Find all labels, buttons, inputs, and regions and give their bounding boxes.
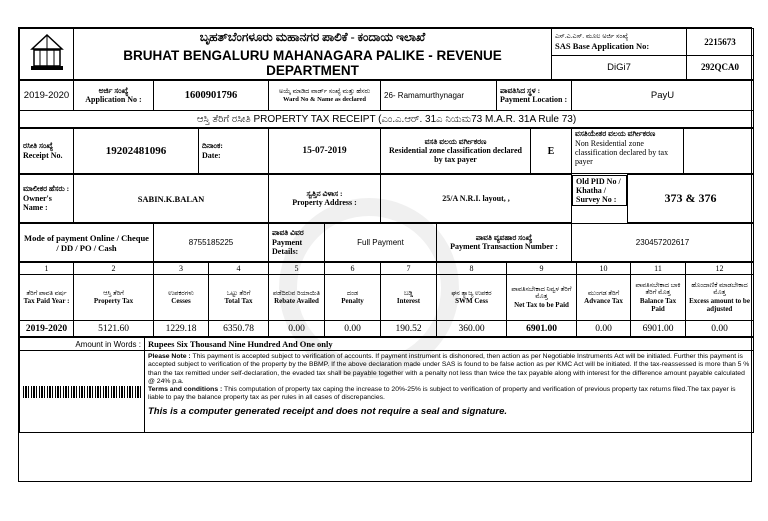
txn-value: 230457202617 [572, 224, 754, 262]
txn-label-cell [437, 224, 572, 262]
col-num: 12 [686, 263, 754, 275]
cell-interest: 190.52 [381, 321, 437, 337]
cell-swm-cess: 360.00 [437, 321, 507, 337]
col-num: 3 [154, 263, 209, 275]
year-value: 2019-2020 [20, 81, 74, 111]
col-head-property-tax [74, 275, 154, 321]
amount-words-label: Amount in Words : [20, 338, 145, 351]
col-head-kannada: ಪಡೆದಿರುವ ರಿಯಾಯಿತಿ [272, 289, 321, 297]
bbmp-logo [20, 29, 74, 80]
app-value: 1600901796 [154, 81, 269, 111]
sas-label: SAS Base Application No: [555, 40, 650, 51]
barcode-cell [20, 351, 145, 433]
pid-value: 373 & 376 [628, 175, 754, 223]
cell-excess-amount: 0.00 [686, 321, 754, 337]
col-head-english: Balance Tax Paid [639, 296, 677, 313]
col-num: 11 [631, 263, 686, 275]
payloc-label: Payment Location : [500, 95, 568, 105]
col-head-kannada: ಪಾವತಿಸಬೇಕಾದ ನಿವ್ವಳ ತೆರಿಗೆ ಮೊತ್ತ [511, 286, 572, 301]
txn-label: Payment Transaction Number : [450, 242, 558, 252]
col-head-tax-paid-year [20, 275, 74, 321]
computer-generated-note: This is a computer generated receipt and does not require a seal and signature. [148, 405, 507, 417]
col-head-english: Net Tax to be Paid [514, 300, 569, 309]
col-head-rebate [269, 275, 325, 321]
col-head-english: Tax Paid Year : [23, 297, 70, 306]
col-head-kannada: ಒಟ್ಟು ತೆರಿಗೆ [226, 289, 251, 297]
cell-balance-tax: 6901.00 [631, 321, 686, 337]
cell-rebate: 0.00 [269, 321, 325, 337]
col-head-kannada: ಮುಂಗಡ ತೆರಿಗೆ [587, 289, 620, 297]
col-head-english: SWM Cess [455, 297, 488, 306]
res-zone-label: Residential zone classification declared by tax payer [389, 146, 522, 165]
col-num: 10 [577, 263, 631, 275]
nonres-zone-value [684, 129, 753, 173]
ward-label: Ward No & Name as declared [282, 95, 367, 103]
title-cell [74, 29, 552, 80]
col-head-kannada: ಬಡ್ಡಿ [403, 289, 414, 297]
app-label-cell [74, 81, 154, 111]
date-label-kannada: ದಿನಾಂಕ: [202, 141, 223, 151]
col-num: 2 [74, 263, 154, 275]
col-head-english: Interest [396, 297, 421, 306]
terms-note [145, 351, 754, 433]
date-label: Date: [202, 150, 221, 160]
mode-label: Mode of payment Online / Cheque / DD / PO / Cash [20, 224, 154, 262]
tax-table [19, 262, 754, 337]
res-zone-label-cell [381, 129, 531, 174]
owner-label-cell [20, 175, 74, 223]
nonres-zone-label-kannada: ವಸತಿಯೇತರ ವಲಯ ವರ್ಗೀಕರಣ [575, 129, 656, 138]
receipt-no-value: 19202481096 [74, 129, 199, 174]
col-head-kannada: ಹೊಂದಾಣಿಕೆ ಮಾಡಬೇಕಾದ ಮೊತ್ತ [691, 281, 748, 297]
details-label-cell [269, 224, 325, 262]
ward-label-cell [269, 81, 381, 111]
col-head-english: Property Tax [93, 297, 134, 306]
property-tax-receipt [18, 27, 752, 482]
note-text: This payment is accepted subject to verification of accounts. If payment instrument is dishonored, then action as per Negotiable Instruments Act will be initiated. Further this payment is accepted subject to verification of the property by the BBMP. If the above declaration made under SAS is found to be false action as per KMC Act will be initiated. If the tax-reassessed is more than 5 % than the tax remitted under self-declaration, the evaded tax shall be payable together with a penalty not less than twice the tax payable along with interest for the difference amount payable calculated @ 24% p.a. [148, 353, 750, 385]
payloc-value: PayU [572, 81, 754, 111]
mode-value: 8755185225 [154, 224, 269, 262]
payloc-label-cell [497, 81, 572, 111]
col-head-total-tax [209, 275, 269, 321]
col-head-balance-tax [631, 275, 686, 321]
receipt-no-label: Receipt No. [23, 150, 63, 160]
col-head-kannada: ತೆರಿಗೆ ಪಾವತಿ ವರ್ಷ [26, 289, 67, 297]
col-head-kannada: ಆಸ್ತಿ ತೆರಿಗೆ [103, 289, 124, 297]
col-head-english: Rebate Availed [274, 297, 319, 306]
col-num: 4 [209, 263, 269, 275]
owner-info [19, 174, 754, 223]
title-english: BRUHAT BENGALURU MAHANAGARA PALIKE - REVENUE DEPARTMENT [123, 48, 502, 78]
application-row [19, 80, 754, 128]
date-label-cell [199, 129, 269, 174]
col-num: 5 [269, 263, 325, 275]
cell-total-tax: 6350.78 [209, 321, 269, 337]
terms-label: Terms and conditions : [148, 386, 223, 394]
col-head-kannada: ಪಾವತಿಸಬೇಕಾದ ಬಾಕಿ ತೆರಿಗೆ ಮೊತ್ತ [635, 281, 681, 297]
receipt-info [19, 128, 754, 174]
sas-label-kannada: ಎಸ್.ಎ.ಎಸ್. ಮೂಲ ಅರ್ಜಿ ಸಂಖ್ಯೆ [555, 32, 629, 40]
col-head-cesses [154, 275, 209, 321]
cell-property-tax: 5121.60 [74, 321, 154, 337]
ward-value: 26- Ramamurthynagar [381, 81, 497, 111]
col-head-advance-tax [577, 275, 631, 321]
col-head-english: Cesses [171, 297, 191, 306]
details-label: Payment Details: [272, 237, 303, 256]
receipt-header [19, 28, 754, 80]
cell-penalty: 0.00 [325, 321, 381, 337]
col-head-excess-amount [686, 275, 754, 321]
bbmp-emblem-icon [28, 33, 66, 73]
col-head-english: Total Tax [224, 297, 253, 306]
ward-label-kannada: ಅಯ್ಕೆ ಮಾಡಿದ ವಾರ್ಡ್ ಸಂಖ್ಯೆ ಮತ್ತು ಹೆಸರು [278, 88, 371, 96]
cell-net-tax: 6901.00 [507, 321, 577, 337]
receipt-title: ಆಸ್ತಿ ತೆರಿಗೆ ರಸೀತಿ PROPERTY TAX RECEIPT (ಎಂ.ಎ.ಆರ್. 31ಎ ನಿಯಮ73 M.A.R. 31A Rule 73) [20, 111, 754, 128]
col-head-interest [381, 275, 437, 321]
col-num: 7 [381, 263, 437, 275]
col-head-swm-cess [437, 275, 507, 321]
col-head-kannada: ಉಪಕರಗಳು [168, 289, 194, 297]
cell-advance-tax: 0.00 [577, 321, 631, 337]
payment-info [19, 223, 754, 262]
col-num: 8 [437, 263, 507, 275]
col-head-penalty [325, 275, 381, 321]
receipt-no-label-kannada: ರಸೀತಿ ಸಂಖ್ಯೆ [23, 141, 54, 151]
payloc-label-kannada: ಪಾವತಿಸಿದ ಸ್ಥಳ : [500, 85, 541, 95]
owner-label-kannada: ಮಾಲೀಕರ ಹೆಸರು : [23, 184, 70, 193]
details-value: Full Payment [325, 224, 437, 262]
app-label-kannada: ಅರ್ಜಿ ಸಂಖ್ಯೆ [98, 85, 129, 95]
address-label-kannada: ಸ್ವತ್ತಿನ ವಿಳಾಸ : [306, 188, 343, 198]
amount-words-value: Rupees Six Thousand Nine Hundred And One only [145, 338, 754, 351]
owner-label: Owner's Name : [23, 193, 52, 212]
col-head-english: Penalty [341, 297, 364, 306]
date-value: 15-07-2019 [269, 129, 381, 174]
pid-label: Old PID No / Khatha / Survey No : [572, 175, 627, 207]
nonres-zone-label-cell [572, 129, 754, 174]
note-label: Please Note : [148, 353, 191, 360]
title-kannada: ಬೃಹತ್‌ಬೆಂಗಳೂರು ಮಹಾನಗರ ಪಾಲಿಕೆ - ಕಂದಾಯ ಇಲಾಖೆ [199, 30, 426, 44]
col-num: 6 [325, 263, 381, 275]
col-num: 1 [20, 263, 74, 275]
digi-value: 292QCA0 [687, 55, 754, 79]
digi-label: DiGi7 [552, 55, 687, 79]
col-head-net-tax [507, 275, 577, 321]
txn-label-kannada: ಪಾವತಿ ವ್ಯವಹಾರ ಸಂಖ್ಯೆ [475, 232, 533, 242]
sas-label-cell [552, 29, 687, 56]
cell-tax-paid-year: 2019-2020 [20, 321, 74, 337]
sas-value: 2215673 [687, 29, 754, 56]
terms-text: This computation of property tax caping the increase to 20%-25% is subject to verification of property and verification of previous property tax returns filed.The tax payer is liable to pay the balance property tax as per rules in all cases of discrepancies. [148, 386, 736, 402]
app-label: Application No : [85, 95, 142, 105]
res-zone-label-kannada: ವಸತಿ ವಲಯ ವರ್ಗೀಕರಣ [424, 136, 487, 146]
owner-value: SABIN.K.BALAN [74, 175, 269, 223]
barcode-icon [23, 386, 141, 398]
col-head-kannada: ದಂಡ [346, 289, 359, 297]
column-number-row [20, 263, 754, 275]
col-head-english: Excess amount to be adjusted [689, 296, 750, 313]
receipt-no-label-cell [20, 129, 74, 174]
col-head-kannada: ಘನ ತ್ಯಾಜ್ಯ ಉಪಕರ [451, 289, 492, 297]
column-header-row [20, 275, 754, 321]
nonres-zone-label: Non Residential zone classification declared by tax payer [575, 138, 669, 166]
col-num: 9 [507, 263, 577, 275]
details-label-kannada: ಪಾವತಿ ವಿವರ [272, 228, 304, 237]
cell-cesses: 1229.18 [154, 321, 209, 337]
address-label: Property Address : [292, 198, 357, 208]
address-label-cell [269, 175, 381, 223]
table-row [20, 321, 754, 337]
res-zone-value: E [531, 129, 572, 174]
address-value: 25/A N.R.I. layout, , [381, 175, 572, 223]
col-head-english: Advance Tax [584, 297, 623, 306]
notes-section [19, 337, 754, 433]
